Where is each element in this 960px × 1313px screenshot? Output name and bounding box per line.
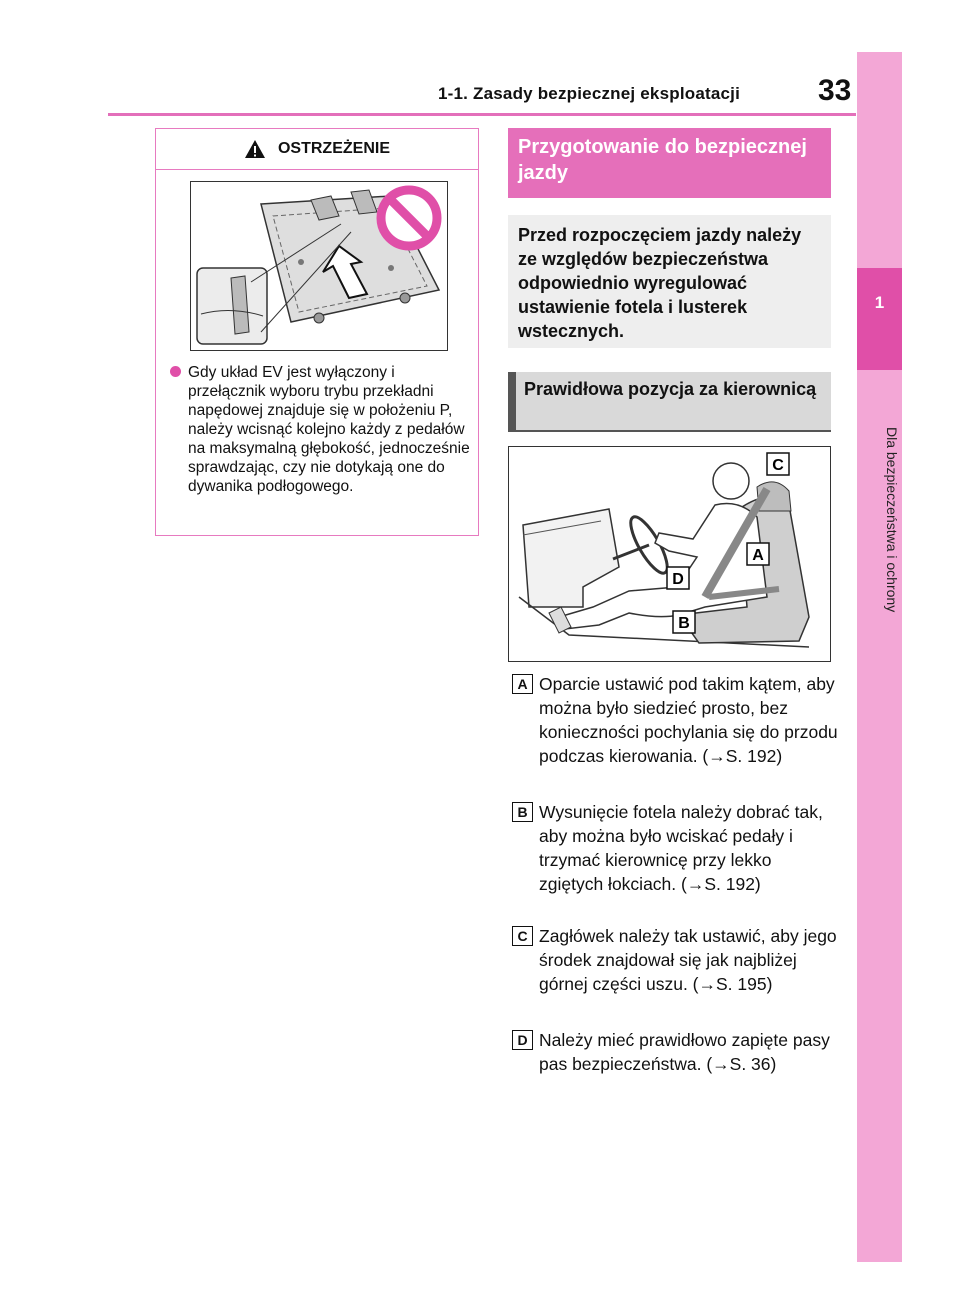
figure-label-c: C xyxy=(772,457,784,474)
item-text: Zagłówek należy tak ustawić, aby jego środek znajdował się jak najbliżej górnej części uszu. (→S. 195) xyxy=(539,926,837,994)
list-item xyxy=(508,672,838,768)
side-tab xyxy=(857,52,902,1262)
subheading: Prawidłowa pozycja za kierownicą xyxy=(508,372,831,432)
item-text: Oparcie ustawić pod takim kątem, aby można było siedzieć prosto, bez konieczności pochylania się do przodu podczas kierowania. (→S. 192) xyxy=(539,674,838,766)
floor-mat-drawing xyxy=(191,182,447,350)
driving-position-illustration xyxy=(508,446,831,662)
section-title: Przygotowanie do bezpiecznej jazdy xyxy=(508,128,831,198)
item-text: Należy mieć prawidłowo zapięte pasy pas bezpieczeństwa. (→S. 36) xyxy=(539,1030,830,1074)
item-letter-badge: B xyxy=(512,802,533,822)
intro-box: Przed rozpoczęciem jazdy należy ze względów bezpieczeństwa odpowiednio wyregulować ustawienie fotela i lusterek wstecznych. xyxy=(508,215,831,348)
figure-label-b: B xyxy=(678,615,690,632)
warning-icon xyxy=(244,139,266,159)
figure-label-d: D xyxy=(672,571,684,588)
section-header: 1-1. Zasady bezpiecznej eksploatacji xyxy=(438,84,740,103)
chapter-number: 1 xyxy=(857,268,902,370)
driver-seat-drawing xyxy=(509,447,830,661)
bullet-icon xyxy=(170,366,181,377)
warning-box xyxy=(155,128,479,536)
list-item xyxy=(508,800,838,896)
figure-label-a: A xyxy=(752,547,764,564)
floor-mat-illustration xyxy=(190,181,448,351)
header-divider xyxy=(108,113,856,116)
chapter-label: Dla bezpieczeństwa i ochrony xyxy=(884,427,900,613)
warning-paragraph: Gdy układ EV jest wyłączony i przełącznik wyboru trybu przekładni napędowej znajduje się w położeniu P, należy wcisnąć kolejno każdy z pedałów na maksymalną głębokość, jednocześnie sprawdzając, czy nie dotykają one do dywanika podłogowego. xyxy=(188,364,470,495)
item-letter-badge: D xyxy=(512,1030,533,1050)
page-number: 33 xyxy=(818,74,852,107)
warning-text xyxy=(170,363,474,496)
list-item xyxy=(508,924,838,996)
list-item xyxy=(508,1028,838,1076)
warning-title: OSTRZEŻENIE xyxy=(277,140,390,157)
warning-header xyxy=(156,129,478,170)
item-text: Wysunięcie fotela należy dobrać tak, aby można było wciskać pedały i trzymać kierownicę przy lekko zgiętych łokciach. (→S. 192) xyxy=(539,802,823,894)
item-letter-badge: C xyxy=(512,926,533,946)
item-letter-badge: A xyxy=(512,674,533,694)
